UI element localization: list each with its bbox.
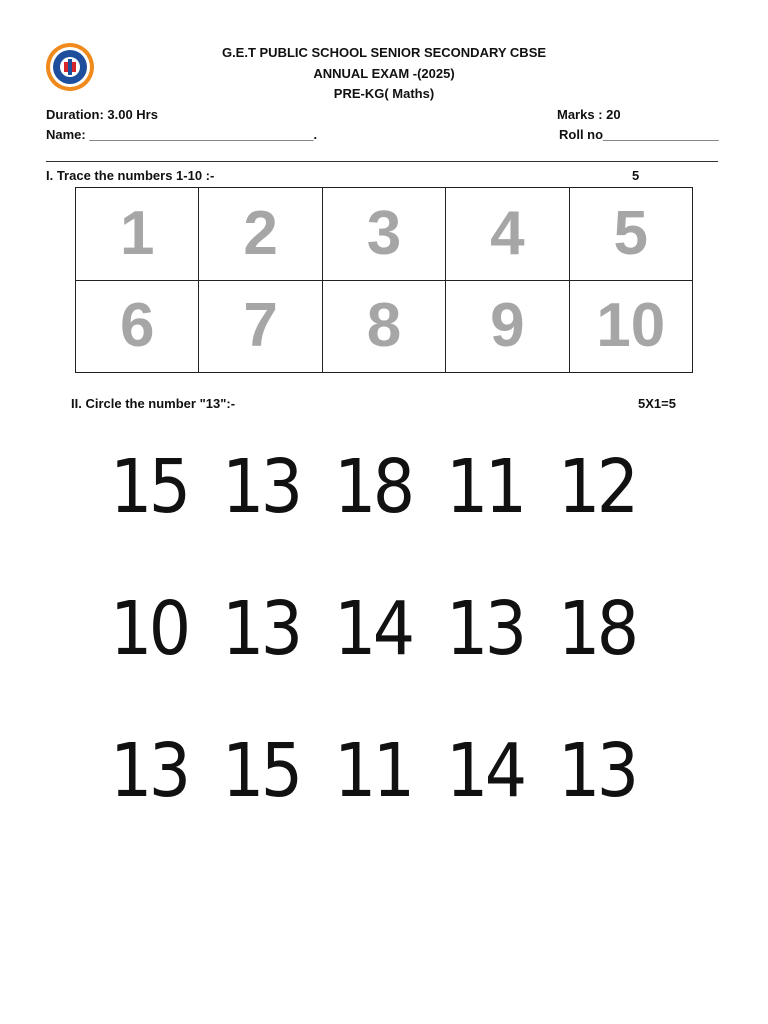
section1-title: I. Trace the numbers 1-10 :-	[46, 168, 215, 183]
number-option[interactable]: 13	[222, 586, 300, 672]
number-option[interactable]: 10	[110, 586, 188, 672]
section2-title: II. Circle the number "13":-	[71, 396, 236, 411]
school-name: G.E.T PUBLIC SCHOOL SENIOR SECONDARY CBSE	[221, 45, 547, 60]
number-option[interactable]: 12	[558, 444, 636, 530]
total-marks: Marks : 20	[557, 107, 621, 122]
number-option[interactable]: 14	[446, 728, 524, 814]
section1-marks: 5	[632, 168, 640, 183]
trace-cell[interactable]: 10	[569, 280, 692, 373]
trace-cell[interactable]: 7	[199, 280, 322, 373]
section2-marks: 5X1=5	[638, 396, 676, 411]
trace-cell[interactable]: 1	[76, 188, 199, 281]
trace-row	[76, 188, 693, 281]
number-row	[110, 728, 670, 876]
trace-cell[interactable]: 9	[446, 280, 569, 373]
number-option[interactable]: 18	[334, 444, 412, 530]
subject-title: PRE-KG( Maths)	[333, 86, 435, 101]
trace-cell[interactable]: 5	[569, 188, 692, 281]
number-row	[110, 444, 670, 592]
number-option[interactable]: 13	[446, 586, 524, 672]
duration: Duration: 3.00 Hrs	[46, 107, 158, 122]
number-row	[110, 586, 670, 734]
number-option[interactable]: 14	[334, 586, 412, 672]
number-option[interactable]: 13	[558, 728, 636, 814]
trace-cell[interactable]: 2	[199, 188, 322, 281]
trace-cell[interactable]: 8	[322, 280, 445, 373]
trace-table	[75, 187, 693, 373]
number-option[interactable]: 11	[334, 728, 412, 814]
divider-line	[46, 161, 718, 162]
number-option[interactable]: 13	[110, 728, 188, 814]
trace-cell[interactable]: 3	[322, 188, 445, 281]
number-option[interactable]: 15	[222, 728, 300, 814]
name-field[interactable]: Name: _______________________________.	[46, 127, 318, 142]
number-option[interactable]: 15	[110, 444, 188, 530]
trace-row	[76, 280, 693, 373]
exam-title: ANNUAL EXAM -(2025)	[313, 66, 455, 81]
trace-cell[interactable]: 4	[446, 188, 569, 281]
number-option[interactable]: 13	[222, 444, 300, 530]
roll-no-field[interactable]: Roll no________________	[559, 127, 719, 142]
trace-cell[interactable]: 6	[76, 280, 199, 373]
circle-number-grid	[110, 444, 670, 876]
number-option[interactable]: 18	[558, 586, 636, 672]
number-option[interactable]: 11	[446, 444, 524, 530]
